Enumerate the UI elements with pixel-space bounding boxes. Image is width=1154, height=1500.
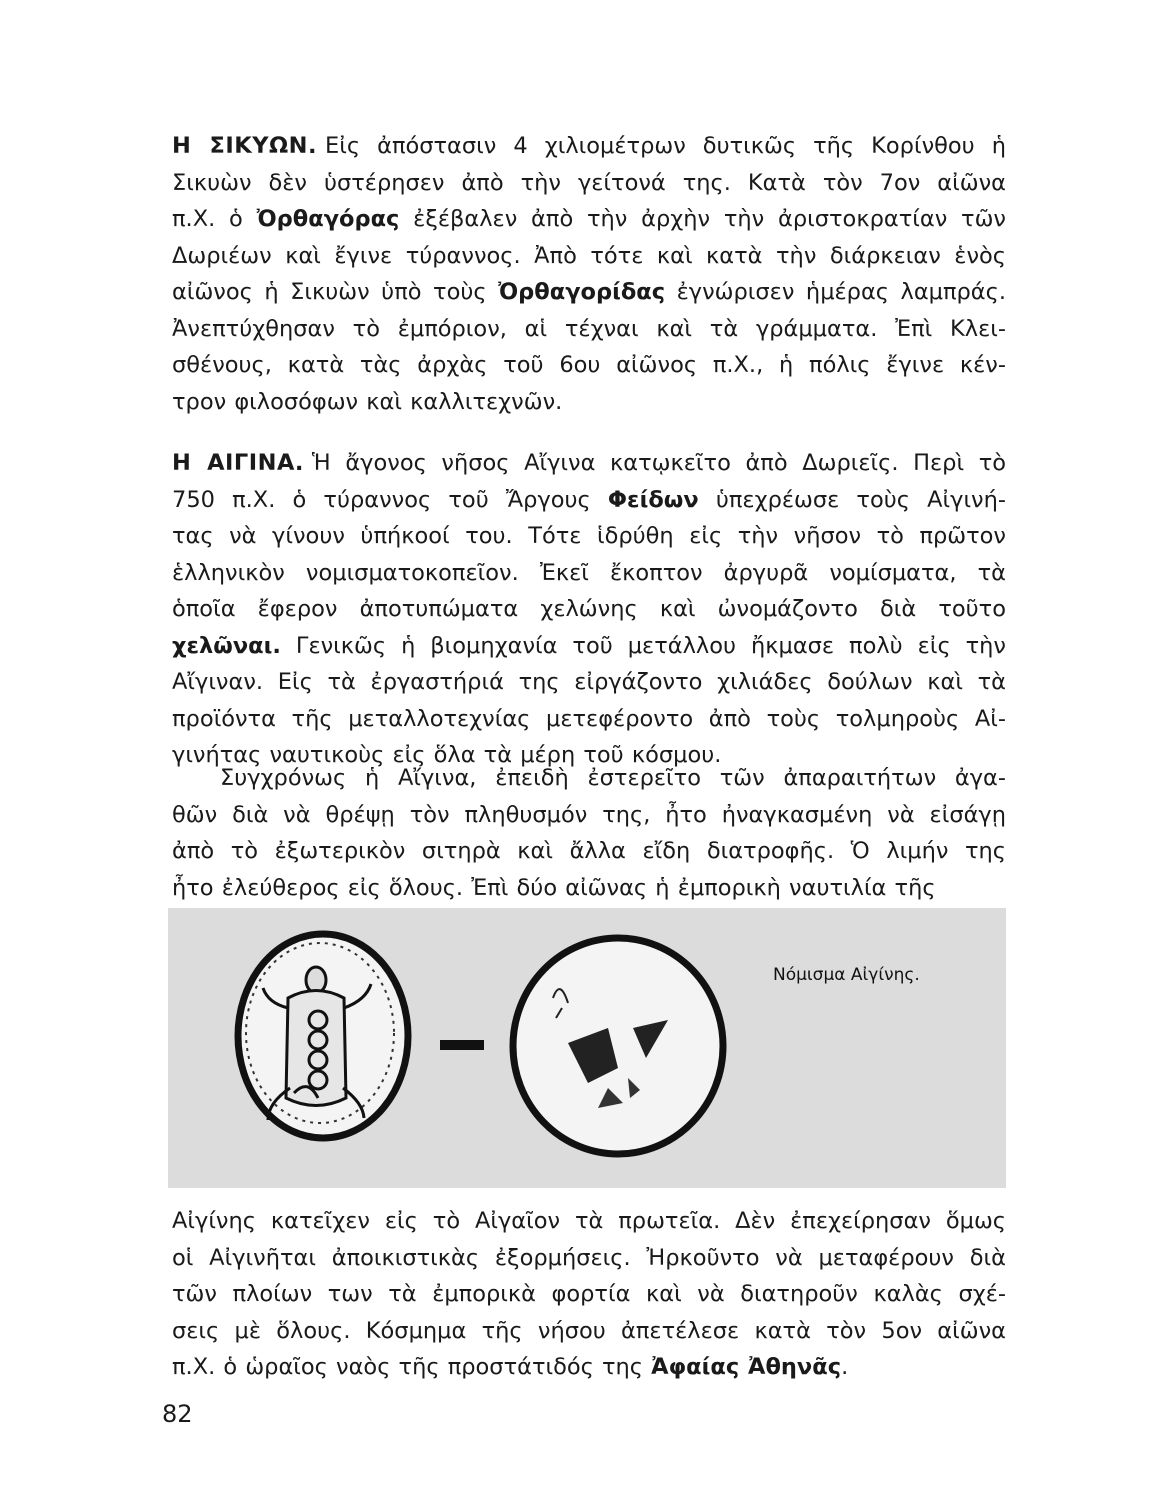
text-segment: οἱ Αἰγινῆται ἀποικιστικὰς ἐξορμήσεις. Ἠρκοῦντο νὰ μεταφέρουν διὰ [172, 1244, 1006, 1271]
text-line [172, 482, 1006, 519]
text-line [172, 201, 1006, 238]
text-segment: γινήτας ναυτικοὺς εἰς ὅλα τὰ μέρη τοῦ κόσμου. [172, 742, 722, 768]
figure-caption: Νόμισμα Αἰγίνης. [773, 965, 920, 985]
text-segment: Εἰς ἀπόστασιν 4 χιλιομέτρων δυτικῶς τῆς Κορίνθου ἡ [325, 133, 1006, 159]
text-segment: 750 π.Χ. ὁ τύραννος τοῦ Ἄργους [172, 486, 608, 513]
text-segment: Σικυὼν δὲν ὑστέρησεν ἀπὸ τὴν γείτονά της. Κατὰ τὸν 7ον αἰῶνα [172, 169, 1006, 196]
text-line [172, 518, 1006, 555]
text-segment: ἑλληνικὸν νομισματοκοπεῖον. Ἐκεῖ ἔκοπτον ἀργυρᾶ νομίσματα, τὰ [172, 559, 1006, 586]
text-segment: τρον φιλοσόφων καὶ καλλιτεχνῶν. [172, 388, 563, 415]
text-line [172, 445, 1006, 482]
paragraph-aigina-trade [172, 1203, 1006, 1386]
text-segment: ἦτο ἐλεύθερος εἰς ὅλους. Ἐπὶ δύο αἰῶνας ἡ ἐμπορικὴ ναυτιλία τῆς [172, 874, 936, 901]
section-heading: Η ΣΙΚΥΩΝ. [172, 133, 318, 159]
emphasized-name: Φείδων [607, 486, 699, 513]
text-line [172, 833, 1006, 870]
text-segment: π.Χ. ὁ [172, 206, 257, 232]
emphasized-name: Ὀρθαγόρας [256, 206, 400, 232]
text-line [172, 591, 1006, 628]
text-line [172, 1240, 1006, 1277]
text-segment: Ἀνεπτύχθησαν τὸ ἐμπόριον, αἱ τέχναι καὶ τὰ γράμματα. Ἐπὶ Κλει- [172, 315, 1006, 342]
text-segment: ἐξέβαλεν ἀπὸ τὴν ἀρχὴν τὴν ἀριστοκρατίαν τῶν [399, 206, 1006, 232]
section-aigina [172, 445, 1006, 774]
emphasized-name: Ἀφαίας Ἀθηνᾶς [651, 1354, 842, 1380]
text-line [172, 165, 1006, 202]
text-line [172, 1203, 1006, 1240]
text-segment: Αἴγιναν. Εἰς τὰ ἐργαστήριά της εἰργάζοντο χιλιάδες δούλων καὶ τὰ [172, 669, 1006, 695]
text-segment: . [841, 1354, 849, 1380]
section-heading: Η ΑΙΓΙΝΑ. [172, 450, 304, 476]
dash-separator [440, 1040, 484, 1050]
text-segment: π.Χ. ὁ ὡραῖος ναὸς τῆς προστάτιδός της [172, 1354, 652, 1380]
text-line [172, 1313, 1006, 1350]
text-line [172, 347, 1006, 384]
text-segment: Συγχρόνως ἡ Αἴγινα, ἐπειδὴ ἐστερεῖτο τῶν ἀπαραιτήτων ἀγα- [220, 765, 1006, 791]
text-line [172, 1276, 1006, 1313]
text-segment: Αἰγίνης κατεῖχεν εἰς τὸ Αἰγαῖον τὰ πρωτεῖα. Δὲν ἐπεχείρησαν ὅμως [172, 1208, 1006, 1234]
section-sikyon [172, 128, 1006, 420]
text-line [172, 701, 1006, 738]
text-line [172, 760, 1006, 797]
text-segment: προϊόντα τῆς μεταλλοτεχνίας μετεφέροντο ἀπὸ τοὺς τολμηροὺς Αἰ- [172, 705, 1006, 732]
coin-reverse [513, 938, 723, 1154]
text-segment: τῶν πλοίων των τὰ ἐμπορικὰ φορτία καὶ νὰ διατηροῦν καλὰς σχέ- [172, 1281, 1006, 1307]
text-line [172, 128, 1006, 165]
text-line [172, 797, 1006, 834]
text-segment: Γενικῶς ἡ βιομηχανία τοῦ μετάλλου ἤκμασε πολὺ εἰς τὴν [280, 632, 1006, 659]
text-segment: αἰῶνος ἡ Σικυὼν ὑπὸ τοὺς [172, 279, 499, 305]
text-segment: Ἡ ἄγονος νῆσος Αἴγινα κατῳκεῖτο ἀπὸ Δωριεῖς. Περὶ τὸ [311, 450, 1006, 476]
text-line [172, 311, 1006, 348]
text-line [172, 238, 1006, 275]
text-segment: ἐγνώρισεν ἡμέρας λαμπράς. [665, 279, 1006, 305]
coin-obverse [238, 934, 408, 1138]
text-line [172, 664, 1006, 701]
text-line [172, 1349, 1006, 1386]
emphasized-name: χελῶναι. [172, 632, 281, 659]
page-number: 82 [162, 1400, 193, 1428]
emphasized-name: Ὀρθαγορίδας [498, 279, 666, 305]
text-segment: ἀπὸ τὸ ἐξωτερικὸν σιτηρὰ καὶ ἄλλα εἴδη διατροφῆς. Ὁ λιμήν της [172, 838, 1006, 864]
text-segment: τας νὰ γίνουν ὑπήκοοί του. Τότε ἱδρύθη εἰς τὴν νῆσον τὸ πρῶτον [172, 523, 1006, 549]
text-segment: σεις μὲ ὅλους. Κόσμημα τῆς νήσου ἀπετέλεσε κατὰ τὸν 5ον αἰῶνα [172, 1317, 1006, 1344]
text-line [172, 870, 1006, 907]
text-line [172, 384, 1006, 421]
paragraph-aigina-imports [172, 760, 1006, 906]
aegina-coin-illustration [168, 908, 1006, 1188]
text-line [172, 555, 1006, 592]
text-line [172, 628, 1006, 665]
text-segment: σθένους, κατὰ τὰς ἀρχὰς τοῦ 6ου αἰῶνος π.Χ., ἡ πόλις ἔγινε κέν- [172, 352, 1006, 378]
text-segment: Δωριέων καὶ ἔγινε τύραννος. Ἀπὸ τότε καὶ κατὰ τὴν διάρκειαν ἑνὸς [172, 242, 1006, 269]
text-segment: θῶν διὰ νὰ θρέψῃ τὸν πληθυσμόν της, ἦτο ἠναγκασμένη νὰ εἰσάγῃ [172, 801, 1006, 828]
coin-figure [168, 908, 1006, 1188]
text-line [172, 274, 1006, 311]
text-segment: ὁποῖα ἔφερον ἀποτυπώματα χελώνης καὶ ὠνομάζοντο διὰ τοῦτο [172, 596, 1006, 622]
text-segment: ὑπεχρέωσε τοὺς Αἰγινή- [698, 486, 1006, 513]
